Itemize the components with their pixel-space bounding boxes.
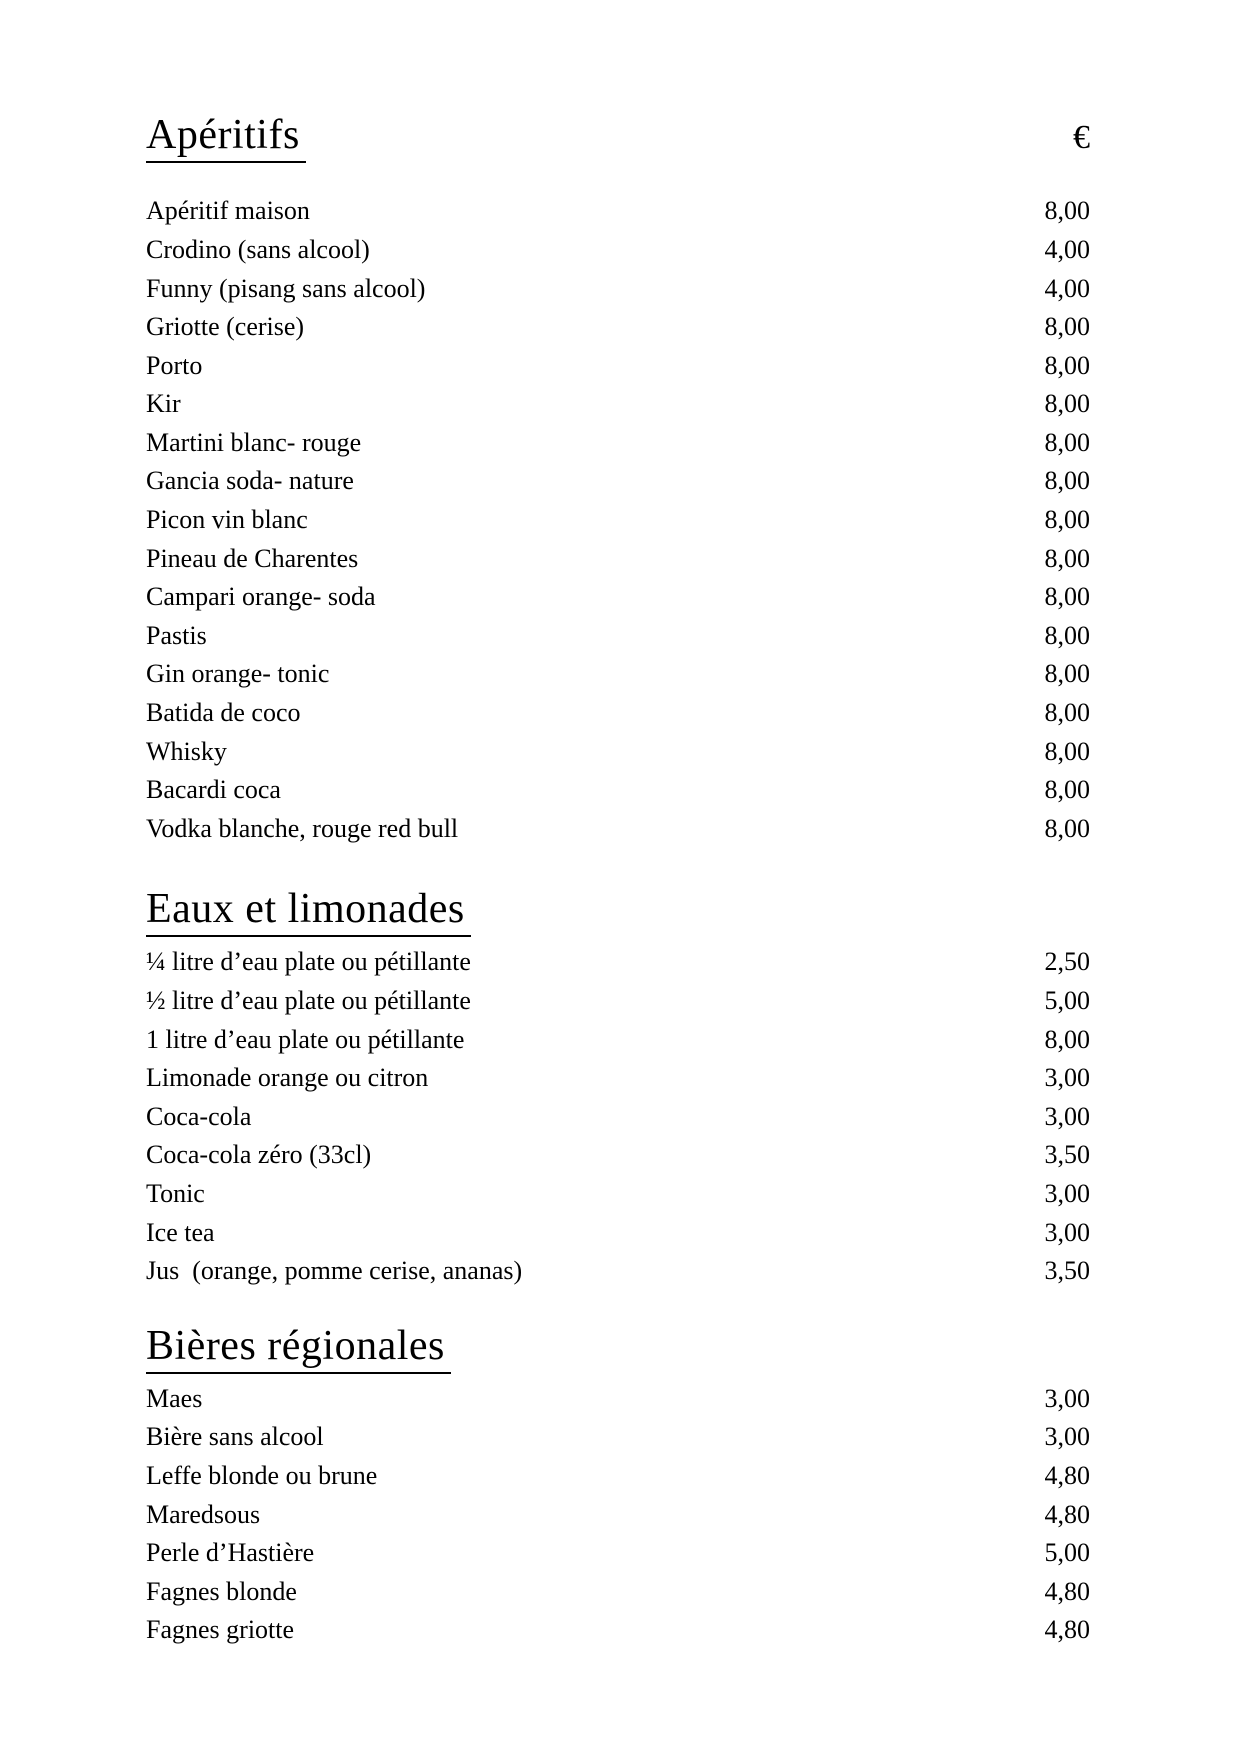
item-name: Leffe blonde ou brune <box>146 1461 378 1491</box>
item-name: Coca-cola <box>146 1101 252 1131</box>
menu-item-row <box>146 810 1090 849</box>
currency-header: € <box>1073 119 1090 156</box>
item-name: Vodka blanche, rouge red bull <box>146 813 459 843</box>
section-header <box>146 886 1090 937</box>
menu-item-row <box>146 982 1090 1021</box>
menu-item-row <box>146 1175 1090 1214</box>
menu-section <box>146 1323 1090 1650</box>
item-name: 1 litre d’eau plate ou pétillante <box>146 1024 465 1054</box>
item-name: Whisky <box>146 736 227 766</box>
item-name: Bacardi coca <box>146 775 281 805</box>
item-name: Maes <box>146 1383 203 1413</box>
menu-item-row <box>146 1020 1090 1059</box>
item-price: 8,00 <box>1044 466 1090 496</box>
menu-item-row <box>146 1457 1090 1496</box>
item-price: 5,00 <box>1044 986 1090 1016</box>
section-title: Apéritifs <box>146 112 306 163</box>
item-price: 4,80 <box>1044 1576 1090 1606</box>
item-name: Batida de coco <box>146 698 301 728</box>
item-price: 8,00 <box>1044 620 1090 650</box>
menu-item-row <box>146 424 1090 463</box>
item-price: 3,00 <box>1044 1063 1090 1093</box>
item-name: Tonic <box>146 1179 205 1209</box>
item-price: 8,00 <box>1044 543 1090 573</box>
menu-item-row <box>146 1213 1090 1252</box>
item-name: Porto <box>146 350 203 380</box>
menu-item-row <box>146 1418 1090 1457</box>
item-name: ½ litre d’eau plate ou pétillante <box>146 986 471 1016</box>
menu-item-row <box>146 462 1090 501</box>
section-rows <box>146 943 1090 1290</box>
item-price: 3,00 <box>1044 1383 1090 1413</box>
section-header <box>146 112 1090 163</box>
menu-item-row <box>146 231 1090 270</box>
item-name: Fagnes griotte <box>146 1615 295 1645</box>
menu-section <box>146 112 1090 848</box>
menu-item-row <box>146 578 1090 617</box>
item-price: 8,00 <box>1044 736 1090 766</box>
item-price: 8,00 <box>1044 350 1090 380</box>
item-name: Bière sans alcool <box>146 1422 324 1452</box>
menu-item-row <box>146 1380 1090 1419</box>
item-price: 4,80 <box>1044 1499 1090 1529</box>
item-price: 8,00 <box>1044 1024 1090 1054</box>
menu-item-row <box>146 617 1090 656</box>
item-name: Maredsous <box>146 1499 261 1529</box>
item-name: Jus (orange, pomme cerise, ananas) <box>146 1256 523 1286</box>
menu-item-row <box>146 1252 1090 1291</box>
item-price: 8,00 <box>1044 196 1090 226</box>
item-name: Coca-cola zéro (33cl) <box>146 1140 372 1170</box>
item-price: 8,00 <box>1044 775 1090 805</box>
menu-item-row <box>146 943 1090 982</box>
menu-item-row <box>146 1059 1090 1098</box>
item-name: Ice tea <box>146 1217 215 1247</box>
menu-item-row <box>146 1136 1090 1175</box>
item-name: ¼ litre d’eau plate ou pétillante <box>146 947 471 977</box>
item-name: Gancia soda- nature <box>146 466 354 496</box>
item-name: Pineau de Charentes <box>146 543 359 573</box>
menu-item-row <box>146 346 1090 385</box>
item-price: 2,50 <box>1044 947 1090 977</box>
item-name: Funny (pisang sans alcool) <box>146 273 426 303</box>
item-price: 4,80 <box>1044 1615 1090 1645</box>
item-price: 8,00 <box>1044 582 1090 612</box>
section-title: Eaux et limonades <box>146 886 471 937</box>
section-rows <box>146 192 1090 848</box>
item-price: 3,00 <box>1044 1217 1090 1247</box>
item-price: 4,00 <box>1044 234 1090 264</box>
menu-item-row <box>146 1573 1090 1612</box>
item-price: 8,00 <box>1044 427 1090 457</box>
item-name: Limonade orange ou citron <box>146 1063 429 1093</box>
menu-item-row <box>146 694 1090 733</box>
section-title: Bières régionales <box>146 1323 451 1374</box>
menu-item-row <box>146 771 1090 810</box>
item-price: 3,00 <box>1044 1179 1090 1209</box>
section-rows <box>146 1380 1090 1650</box>
menu-section <box>146 886 1090 1290</box>
item-price: 8,00 <box>1044 813 1090 843</box>
item-name: Picon vin blanc <box>146 505 308 535</box>
item-name: Griotte (cerise) <box>146 312 305 342</box>
item-name: Pastis <box>146 620 207 650</box>
item-price: 8,00 <box>1044 505 1090 535</box>
menu-item-row <box>146 1098 1090 1137</box>
item-price: 4,00 <box>1044 273 1090 303</box>
menu-item-row <box>146 1534 1090 1573</box>
item-name: Fagnes blonde <box>146 1576 297 1606</box>
menu-item-row <box>146 192 1090 231</box>
item-price: 3,00 <box>1044 1422 1090 1452</box>
item-price: 3,00 <box>1044 1101 1090 1131</box>
item-price: 3,50 <box>1044 1140 1090 1170</box>
menu-item-row <box>146 1495 1090 1534</box>
item-price: 8,00 <box>1044 698 1090 728</box>
menu-item-row <box>146 655 1090 694</box>
menu-sections <box>146 112 1090 1650</box>
menu-item-row <box>146 269 1090 308</box>
item-price: 8,00 <box>1044 389 1090 419</box>
item-name: Perle d’Hastière <box>146 1538 315 1568</box>
item-name: Gin orange- tonic <box>146 659 330 689</box>
item-price: 5,00 <box>1044 1538 1090 1568</box>
item-name: Kir <box>146 389 181 419</box>
menu-item-row <box>146 1611 1090 1650</box>
item-name: Crodino (sans alcool) <box>146 234 370 264</box>
menu-item-row <box>146 732 1090 771</box>
item-price: 3,50 <box>1044 1256 1090 1286</box>
item-price: 8,00 <box>1044 659 1090 689</box>
menu-item-row <box>146 501 1090 540</box>
menu-item-row <box>146 385 1090 424</box>
item-price: 8,00 <box>1044 312 1090 342</box>
menu-page <box>146 0 1090 1650</box>
menu-item-row <box>146 539 1090 578</box>
menu-item-row <box>146 308 1090 347</box>
item-name: Apéritif maison <box>146 196 310 226</box>
item-price: 4,80 <box>1044 1461 1090 1491</box>
item-name: Martini blanc- rouge <box>146 427 362 457</box>
item-name: Campari orange- soda <box>146 582 376 612</box>
section-header <box>146 1323 1090 1374</box>
